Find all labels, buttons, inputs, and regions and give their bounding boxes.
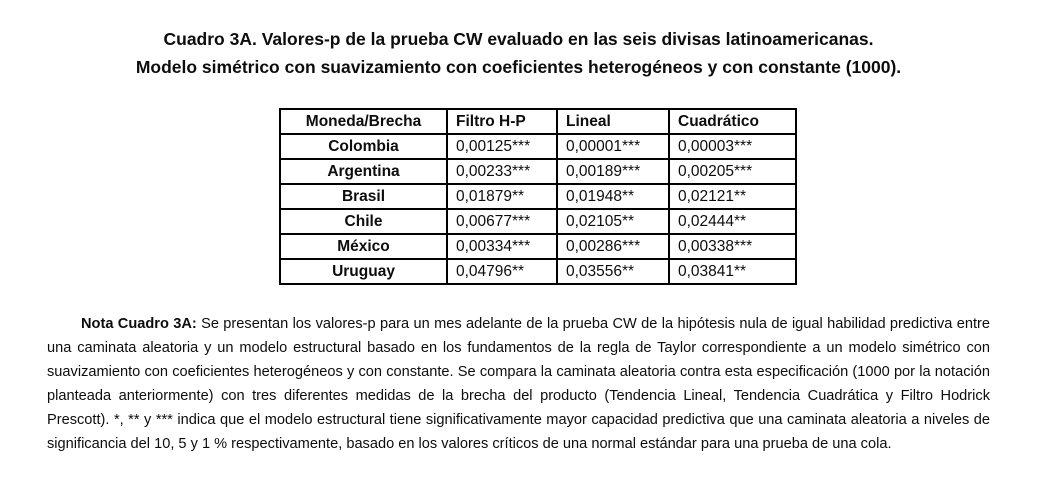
- header-cuadratico: Cuadrático: [669, 109, 796, 134]
- value-cell: 0,00003***: [669, 134, 796, 159]
- value-cell: 0,04796**: [447, 259, 557, 284]
- table-header-row: [280, 109, 796, 134]
- value-cell: 0,02121**: [669, 184, 796, 209]
- pvalues-table: [279, 108, 797, 285]
- table-row: [280, 259, 796, 284]
- table-row: [280, 134, 796, 159]
- currency-cell: México: [280, 234, 447, 259]
- value-cell: 0,03556**: [557, 259, 669, 284]
- value-cell: 0,03841**: [669, 259, 796, 284]
- currency-cell: Brasil: [280, 184, 447, 209]
- value-cell: 0,00338***: [669, 234, 796, 259]
- value-cell: 0,00125***: [447, 134, 557, 159]
- header-moneda-brecha: Moneda/Brecha: [280, 109, 447, 134]
- note-label: Nota Cuadro 3A:: [81, 316, 197, 332]
- currency-cell: Argentina: [280, 159, 447, 184]
- currency-cell: Chile: [280, 209, 447, 234]
- value-cell: 0,00001***: [557, 134, 669, 159]
- value-cell: 0,01948**: [557, 184, 669, 209]
- note-text: Se presentan los valores-p para un mes adelante de la prueba CW de la hipótesis nula de igual habilidad predictiva entre una caminata aleatoria y un modelo estructural basado en los fundamentos de la regla de Taylor correspondiente a un modelo simétrico con suavizamiento con coeficientes heterogéneos y con constante. Se compara la caminata aleatoria contra esta especificación (1000 por la notación planteada anteriormente) con tres diferentes medidas de la brecha del producto (Tendencia Lineal, Tendencia Cuadrática y Filtro Hodrick Prescott). *, ** y *** indica que el modelo estructural tiene significativamente mayor capacidad predictiva que una caminata aleatoria a niveles de significancia del 10, 5 y 1 % respectivamente, basado en los valores críticos de una normal estándar para una prueba de una cola.: [47, 316, 990, 452]
- value-cell: 0,02444**: [669, 209, 796, 234]
- table-row: [280, 209, 796, 234]
- value-cell: 0,00189***: [557, 159, 669, 184]
- value-cell: 0,00205***: [669, 159, 796, 184]
- currency-cell: Uruguay: [280, 259, 447, 284]
- value-cell: 0,00286***: [557, 234, 669, 259]
- table-row: [280, 159, 796, 184]
- value-cell: 0,00334***: [447, 234, 557, 259]
- table-title: [0, 25, 1037, 81]
- table-row: [280, 184, 796, 209]
- value-cell: 0,00677***: [447, 209, 557, 234]
- value-cell: 0,02105**: [557, 209, 669, 234]
- table-title-line2: Modelo simétrico con suavizamiento con coeficientes heterogéneos y con constante (1000).: [135, 57, 902, 77]
- header-filtro-hp: Filtro H-P: [447, 109, 557, 134]
- header-lineal: Lineal: [557, 109, 669, 134]
- table-row: [280, 234, 796, 259]
- currency-cell: Colombia: [280, 134, 447, 159]
- note-paragraph: [47, 312, 990, 456]
- table-title-line1: Cuadro 3A. Valores-p de la prueba CW evaluado en las seis divisas latinoamericanas.: [163, 29, 874, 49]
- value-cell: 0,01879**: [447, 184, 557, 209]
- value-cell: 0,00233***: [447, 159, 557, 184]
